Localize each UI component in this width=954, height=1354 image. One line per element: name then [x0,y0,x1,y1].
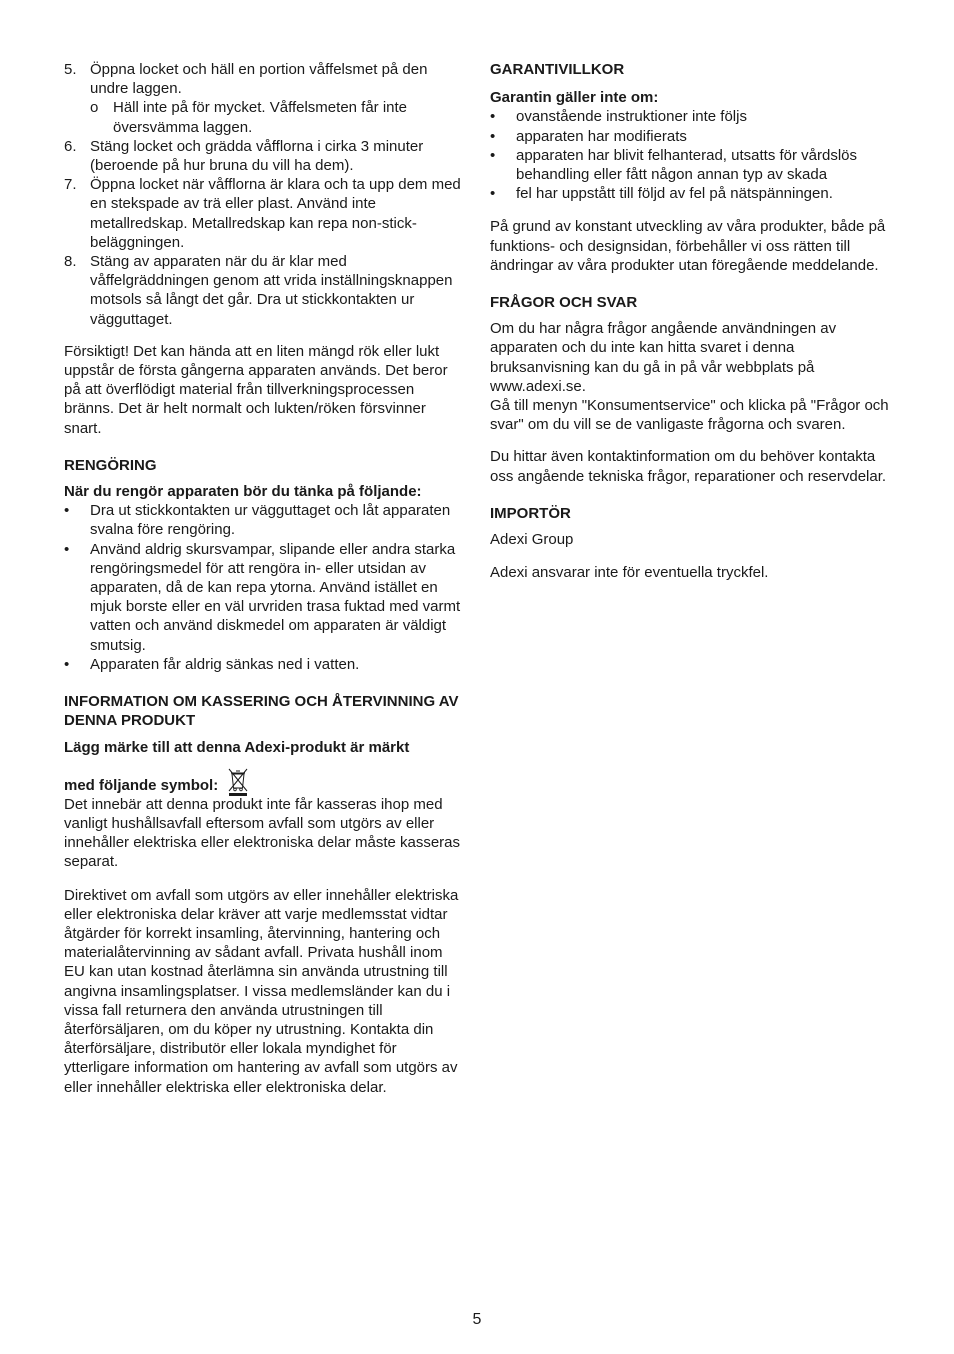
cleaning-heading: RENGÖRING [64,456,157,474]
step-text: Öppna locket när våfflorna är klara och ta upp dem med en stekspade av trä eller plast. Använd inte metallredskap. Metallredskap kan repa non-stick-beläggningen. [90,176,461,251]
list-item-text: Apparaten får aldrig sänkas ned i vatten. [90,655,360,673]
step-item [64,252,464,329]
page-number: 5 [472,1311,482,1328]
step-number: 8. [64,253,77,271]
list-item-text: fel har uppstått till följd av fel på nätspänningen. [516,185,833,203]
left-column [64,60,464,1110]
step-text: Stäng av apparaten när du är klar med våffelgräddningen genom att vrida inställningsknappen motsols så långt det går. Dra ut stickkontakten ur vägguttaget. [90,253,453,328]
bullet-icon: • [64,655,70,673]
faq-paragraph-1b: Gå till menyn "Konsumentservice" och klicka på "Frågor och svar" om du vill se de vanligaste frågorna och svaren. [490,397,889,434]
faq-heading: FRÅGOR OCH SVAR [490,294,638,312]
instruction-steps [64,60,464,329]
bullet-icon: • [64,502,70,520]
list-item-text: apparaten har modifierats [516,127,687,145]
disposal-symbol-line [64,757,464,795]
step-item [64,137,464,175]
cleaning-subheading: När du rengör apparaten bör du tänka på följande: [64,483,422,501]
list-item [64,655,464,674]
bullet-icon: • [490,127,496,145]
list-item-text: ovanstående instruktioner inte följs [516,108,747,126]
subitem-mark: o [90,99,99,117]
faq-paragraph-2: Du hittar även kontaktinformation om du behöver kontakta oss angående tekniska frågor, reparationer och reservdelar. [490,448,887,485]
step-text: Öppna locket och häll en portion våffelsmet på den undre laggen. [90,61,428,98]
disposal-paragraph-1: Det innebär att denna produkt inte får kasseras ihop med vanligt hushållsavfall eftersom avfall som utgörs av eller innehåller elektriska eller elektroniska delar måste kasseras separat. [64,795,461,871]
list-item-text: Använd aldrig skursvampar, slipande eller andra starka rengöringsmedel för att rengöra in- eller utsidan av apparaten, då de kan repa ytorna. Använd istället en mjuk borste eller en väl urvriden trasa fuktad med varmt vatten och använd diskmedel om apparaten är väldigt smutsig. [90,540,461,654]
disposal-subheading-2: med följande symbol: [64,776,219,794]
bullet-icon: • [64,540,70,558]
step-item [64,60,464,137]
disposal-paragraph-2: Direktivet om avfall som utgörs av eller innehåller elektriska eller elektroniska delar kräver att varje medlemsstat vidtar åtgärder för korrekt insamling, återvinning, hantering och materialåtervinning av sådant avfall. Privata hushåll inom EU kan utan kostnad återlämna sin använda utrustning till angivna insamlingsplatser. I vissa medlemsländer kan du i vissa fall returnera den använda utrustningen till återförsäljaren, om du köper ny utrustning. Kontakta din återförsäljare, distributör eller lokala myndighet för ytterligare information om hantering av avfall som utgörs av eller innehåller elektriska eller elektroniska delar. [64,886,459,1096]
subitem-text: Häll inte på för mycket. Våffelsmeten får inte översvämma laggen. [113,99,408,136]
disposal-heading: INFORMATION OM KASSERING OCH ÅTERVINNING AV DENNA PRODUKT [64,693,459,730]
warranty-paragraph: På grund av konstant utveckling av våra produkter, både på funktions- och designsidan, förbehåller vi oss rätten till ändringar av våra produkter utan föregående meddelande. [490,218,886,274]
warranty-subheading: Garantin gäller inte om: [490,89,659,107]
cleaning-list [64,501,464,674]
step-text: Stäng locket och grädda våfflorna i cirka 3 minuter (beroende på hur bruna du vill ha dem). [90,137,424,175]
step-subitem [90,98,464,136]
list-item [490,146,890,184]
list-item [64,540,464,655]
step-number: 6. [64,137,77,155]
step-item [64,175,464,252]
crossed-out-wheelie-bin-icon [226,767,250,797]
importer-disclaimer: Adexi ansvarar inte för eventuella tryckfel. [490,564,769,582]
right-column [490,60,890,595]
step-number: 5. [64,61,77,78]
list-item [64,501,464,539]
disposal-subheading-1: Lägg märke till att denna Adexi-produkt är märkt [64,738,410,756]
list-item-text: Dra ut stickkontakten ur vägguttaget och låt apparaten svalna före rengöring. [90,502,451,539]
warranty-heading: GARANTIVILLKOR [490,61,625,78]
bullet-icon: • [490,185,496,203]
list-item [490,127,890,146]
list-item-text: apparaten har blivit felhanterad, utsatts för vårdslös behandling eller fått någon annan typ av skada [516,146,858,184]
faq-paragraph-1: Om du har några frågor angående användningen av apparaten och du inte kan hitta svaret i denna bruksanvisning kan du gå in på vår webbplats på www.adexi.se. [490,320,837,395]
caution-paragraph: Försiktigt! Det kan hända att en liten mängd rök eller lukt uppstår de första gångerna apparaten används. Det beror på att överflödigt material från tillverkningsprocessen bränns. Det är helt normalt och lukten/röken försvinner snart. [64,342,448,437]
warranty-list [490,107,890,203]
list-item [490,184,890,203]
importer-name: Adexi Group [490,531,574,549]
bullet-icon: • [490,146,496,164]
importer-heading: IMPORTÖR [490,504,571,522]
step-number: 7. [64,176,77,194]
bullet-icon: • [490,108,496,126]
list-item [490,107,890,126]
